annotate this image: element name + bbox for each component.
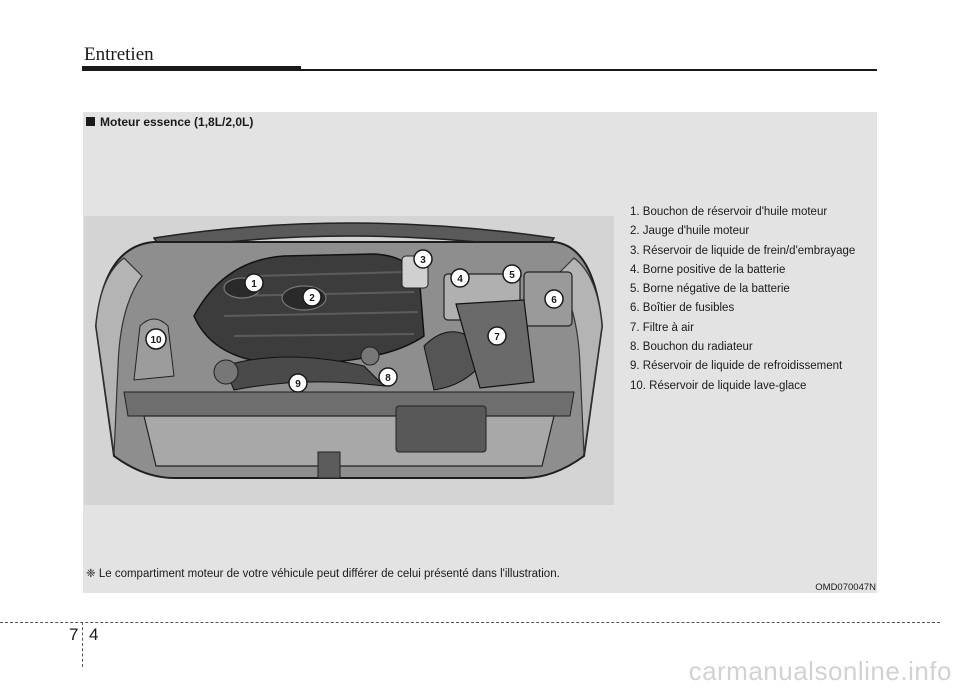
svg-text:10: 10 xyxy=(150,335,162,346)
figure-code: OMD070047N xyxy=(815,582,876,593)
svg-text:1: 1 xyxy=(251,279,257,290)
footer-divider xyxy=(82,622,83,667)
callout-1 xyxy=(245,274,263,292)
svg-text:7: 7 xyxy=(494,332,500,343)
legend-item-5: 5. Borne négative de la batterie xyxy=(630,283,790,296)
watermark: carmanualsonline.info xyxy=(688,656,952,686)
figure-heading xyxy=(86,115,253,129)
callout-5 xyxy=(503,265,521,283)
figure-heading-text: Moteur essence (1,8L/2,0L) xyxy=(100,115,254,129)
legend-list xyxy=(630,203,855,396)
svg-text:6: 6 xyxy=(551,295,557,306)
section-title: Entretien xyxy=(84,44,154,65)
footer-rule xyxy=(0,622,940,623)
radiator-support xyxy=(124,392,574,416)
alternator xyxy=(214,360,238,384)
svg-text:4: 4 xyxy=(457,274,463,285)
svg-text:8: 8 xyxy=(385,373,391,384)
callout-7 xyxy=(488,327,506,345)
hood-latch xyxy=(318,452,340,478)
callout-9 xyxy=(289,374,307,392)
legend-item-10: 10. Réservoir de liquide lave-glace xyxy=(630,379,807,392)
callout-3 xyxy=(414,250,432,268)
legend-item-3: 3. Réservoir de liquide de frein/d'embrayage xyxy=(630,244,856,257)
figure-note: ❈ Le compartiment moteur de votre véhicule peut différer de celui présenté dans l'illustration. xyxy=(86,568,560,580)
legend-item-1: 1. Bouchon de réservoir d'huile moteur xyxy=(630,206,828,218)
legend-item-9: 9. Réservoir de liquide de refroidissement xyxy=(630,360,843,373)
callout-2 xyxy=(303,288,321,306)
callout-8 xyxy=(379,368,397,386)
callout-4 xyxy=(451,269,469,287)
svg-text:2: 2 xyxy=(309,293,315,304)
front-panel xyxy=(144,416,554,466)
legend-item-4: 4. Borne positive de la batterie xyxy=(630,263,786,276)
heading-square-bullet xyxy=(86,117,95,126)
engine-illustration-svg xyxy=(84,216,614,505)
callout-6 xyxy=(545,290,563,308)
engine-illustration xyxy=(84,216,614,505)
svg-text:3: 3 xyxy=(420,255,426,266)
legend-item-8: 8. Bouchon du radiateur xyxy=(630,341,753,354)
radiator-cover xyxy=(396,406,486,452)
legend-item-7: 7. Filtre à air xyxy=(630,321,694,334)
radiator-cap-shape xyxy=(361,347,379,365)
callout-10 xyxy=(146,329,166,349)
header-rule-thick xyxy=(82,66,301,71)
svg-text:9: 9 xyxy=(295,379,301,390)
svg-text:5: 5 xyxy=(509,270,515,281)
header-rule-thin xyxy=(301,69,877,71)
chapter-number: 7 xyxy=(69,625,79,644)
page-number: 4 xyxy=(89,625,99,644)
legend-item-6: 6. Boîtier de fusibles xyxy=(630,302,735,315)
legend-item-2: 2. Jauge d'huile moteur xyxy=(630,225,750,238)
